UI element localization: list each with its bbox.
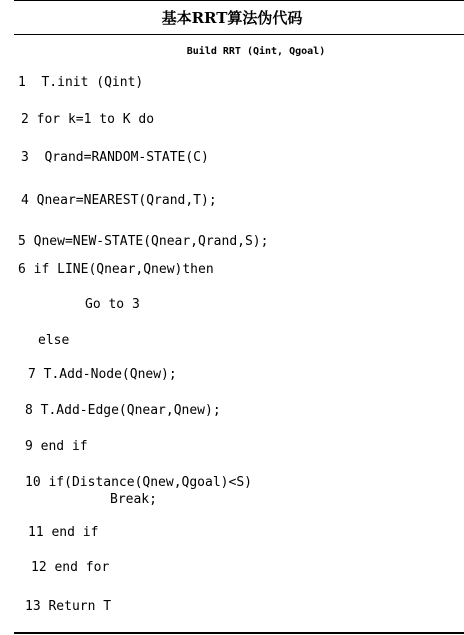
code-line-13: 13 Return T bbox=[25, 599, 112, 614]
algorithm-signature: Build RRT (Qint, Qgoal) bbox=[186, 46, 326, 57]
document-title: 基本RRT算法伪代码 bbox=[161, 9, 303, 27]
code-line-6: 6 if LINE(Qnear,Qnew)then bbox=[18, 262, 214, 277]
code-line-7: 7 T.Add-Node(Qnew); bbox=[28, 367, 177, 382]
code-line-2: 2 for k=1 to K do bbox=[21, 112, 155, 127]
top-rule bbox=[14, 0, 464, 1]
code-line-break: Break; bbox=[110, 492, 157, 507]
code-line-else: else bbox=[38, 333, 70, 348]
code-line-10: 10 if(Distance(Qnew,Qgoal)<S) bbox=[25, 475, 252, 490]
code-line-goto: Go to 3 bbox=[85, 297, 140, 312]
code-line-4: 4 Qnear=NEAREST(Qrand,T); bbox=[21, 193, 217, 208]
code-line-5: 5 Qnew=NEW-STATE(Qnear,Qrand,S); bbox=[18, 234, 269, 249]
header-rule bbox=[14, 34, 464, 35]
code-line-8: 8 T.Add-Edge(Qnear,Qnew); bbox=[25, 403, 221, 418]
code-line-1: 1 T.init (Qint) bbox=[18, 75, 144, 90]
code-line-9: 9 end if bbox=[25, 439, 88, 454]
code-line-3: 3 Qrand=RANDOM-STATE(C) bbox=[21, 150, 209, 165]
bottom-rule bbox=[14, 632, 464, 634]
code-line-12: 12 end for bbox=[31, 560, 110, 575]
code-line-11: 11 end if bbox=[28, 525, 99, 540]
